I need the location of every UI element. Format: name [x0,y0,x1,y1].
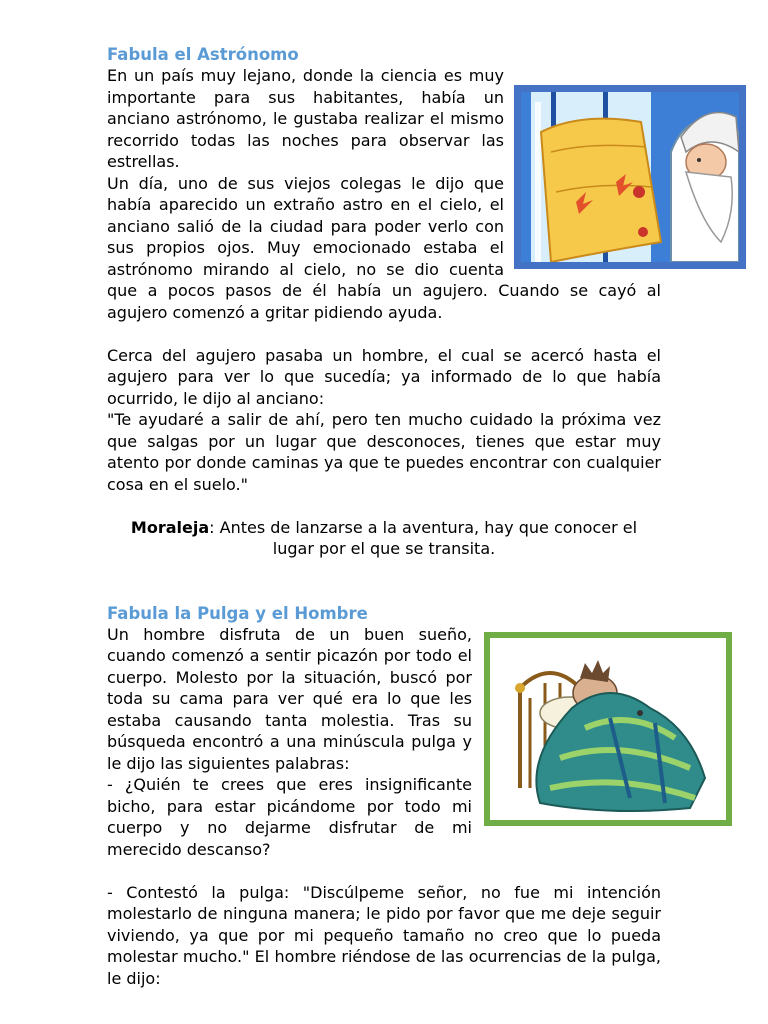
man-in-bed-drawing [490,638,726,820]
fable1-moral [107,517,661,560]
fable2-title: Fabula la Pulga y el Hombre [107,603,368,623]
fable1-paragraph-1: En un país muy lejano, donde la ciencia es muy importante para sus habitantes, había un anciano astrónomo, le gustaba realizar el mismo recorrido todas las noches para observar las estrellas. [107,66,504,171]
fable2-paragraph-1: Un hombre disfruta de un buen sueño, cuando comenzó a sentir picazón por todo el cuerpo. Molesto por la situación, buscó por toda su cama para ver qué era lo que les estaba causando tanta molestia. Tras su búsqueda encontró a una minúscula pulga y le dijo las siguientes palabras: [107,624,472,773]
astronomer-illustration [514,85,746,269]
fable1-paragraph-4: "Te ayudaré a salir de ahí, pero ten mucho cuidado la próxima vez que salgas por un lugar que desconoces, tienes que estar muy atento por donde caminas ya que te puedes encontrar con cualquier cosa en el suelo." [107,410,661,494]
fable1-title: Fabula el Astrónomo [107,45,299,64]
astronomer-drawing [521,92,739,262]
moral-text: : Antes de lanzarse a la aventura, hay que conocer el lugar por el que se transita. [209,517,638,558]
fable1-paragraph-2: Un día, uno de sus viejos colegas le dijo que había aparecido un extraño astro en el cielo, el anciano salió de la ciudad para poder verlo con sus propios ojos. Muy emocionado estaba el astrónomo mirando al cielo, no se dio cuenta que a pocos pasos de él había un agujero. Cuando se cayó al agujero comenzó a gritar pidiendo ayuda. [107,173,661,322]
document-page [107,44,661,989]
flea-man-illustration [484,632,732,826]
moral-label: Moraleja [130,517,210,537]
fable1-paragraph-3: Cerca del agujero pasaba un hombre, el cual se acercó hasta el agujero para ver lo que sucedía; ya informado de lo que había ocurrido, le dijo al anciano: [107,345,661,408]
fable2-paragraph-3: - Contestó la pulga: "Discúlpeme señor, no fue mi intención molestarlo de ninguna manera; le pido por favor que me deje seguir viviendo, ya que por mi pequeño tamaño no creo que lo pueda molestar mucho." El hombre riéndose de las ocurrencias de la pulga, le dijo: [107,882,661,988]
fable2-paragraph-2: - ¿Quién te crees que eres insignificante bicho, para estar picándome por todo mi cuerpo y no dejarme disfrutar de mi merecido descanso? [107,775,472,859]
